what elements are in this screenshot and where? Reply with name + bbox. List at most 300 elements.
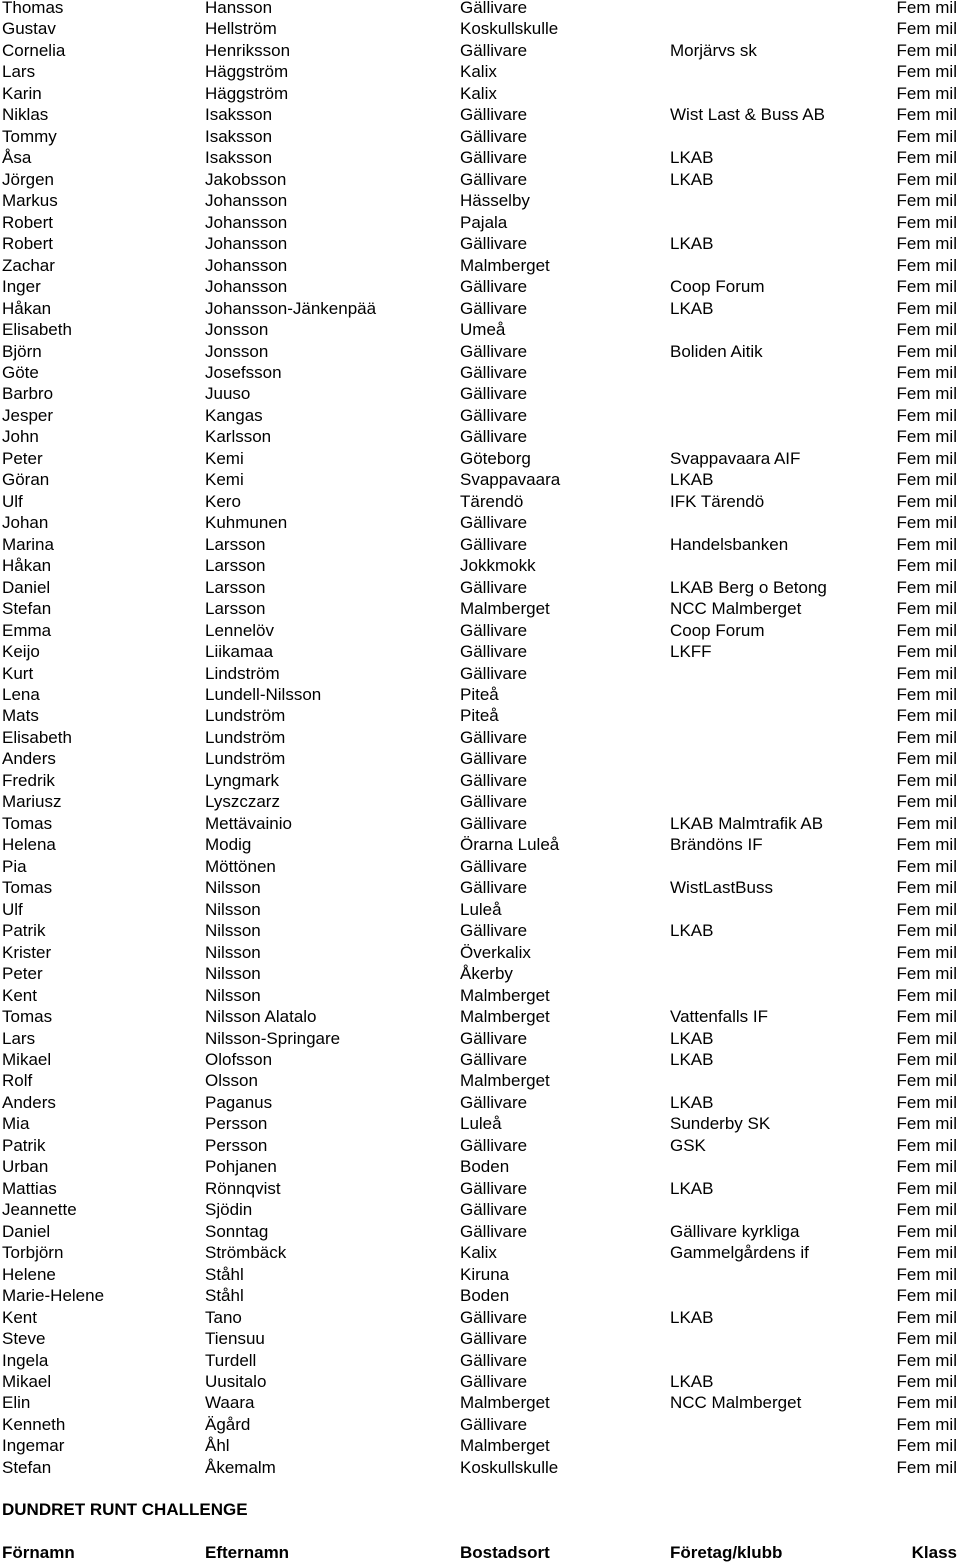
cell-last-name: Juuso — [205, 384, 251, 404]
cell-first-name: Tomas — [2, 1007, 53, 1027]
cell-company-club: Boliden Aitik — [670, 341, 763, 361]
cell-class: Fem mil — [896, 212, 957, 232]
cell-hometown: Gällivare — [460, 513, 528, 533]
cell-first-name: Barbro — [2, 384, 54, 404]
cell-last-name: Hansson — [205, 0, 273, 17]
cell-hometown: Gällivare — [460, 577, 528, 597]
cell-last-name: Nilsson — [205, 964, 261, 984]
cell-first-name: Kent — [2, 985, 37, 1005]
cell-hometown: Gällivare — [460, 1092, 528, 1112]
cell-last-name: Lundström — [205, 749, 286, 769]
table-row — [0, 150, 960, 171]
table-row — [0, 448, 960, 472]
cell-last-name: Waara — [205, 1393, 255, 1413]
column-header-row — [0, 1545, 960, 1563]
cell-class: Fem mil — [896, 534, 957, 554]
cell-class: Fem mil — [896, 405, 957, 425]
cell-first-name: Torbjörn — [2, 1243, 64, 1263]
table-row — [0, 1264, 960, 1288]
cell-hometown: Kalix — [460, 62, 497, 82]
cell-class: Fem mil — [896, 491, 957, 511]
cell-class: Fem mil — [896, 191, 957, 211]
cell-last-name: Johansson — [205, 255, 288, 275]
cell-class: Fem mil — [896, 921, 957, 941]
cell-hometown: Gällivare — [460, 234, 528, 254]
cell-last-name: Jonsson — [205, 320, 269, 340]
cell-last-name: Johansson — [205, 234, 288, 254]
cell-last-name: Larsson — [205, 556, 266, 576]
cell-hometown: Överkalix — [460, 942, 531, 962]
cell-hometown: Gällivare — [460, 1221, 528, 1241]
cell-company-club: LKAB — [670, 169, 714, 189]
cell-last-name: Kangas — [205, 405, 263, 425]
cell-last-name: Jonsson — [205, 341, 269, 361]
table-row — [0, 83, 960, 107]
cell-first-name: Mikael — [2, 1372, 52, 1391]
cell-company-club: LKAB — [670, 234, 714, 254]
cell-hometown: Gällivare — [460, 878, 528, 898]
cell-company-club: LKAB Berg o Betong — [670, 577, 827, 597]
table-row — [0, 362, 960, 386]
table-row — [0, 279, 960, 300]
cell-last-name: Nilsson — [205, 985, 261, 1005]
cell-last-name: Larsson — [205, 599, 266, 619]
cell-class: Fem mil — [896, 1457, 957, 1477]
cell-first-name: Krister — [2, 942, 52, 962]
cell-class: Fem mil — [896, 470, 957, 490]
cell-class: Fem mil — [896, 685, 957, 704]
table-row — [0, 577, 960, 601]
cell-hometown: Gällivare — [460, 1178, 528, 1198]
cell-first-name: Lena — [2, 685, 40, 704]
table-row — [0, 64, 960, 85]
table-row — [0, 985, 960, 1009]
cell-class: Fem mil — [896, 1243, 957, 1263]
table-row — [0, 1395, 960, 1416]
cell-class: Fem mil — [896, 749, 957, 769]
section-title: DUNDRET RUNT CHALLENGE — [2, 1500, 248, 1519]
cell-first-name: Tommy — [2, 126, 57, 146]
cell-first-name: Tomas — [2, 878, 53, 898]
table-row — [0, 1414, 960, 1438]
cell-class: Fem mil — [896, 1286, 957, 1306]
cell-first-name: Kenneth — [2, 1414, 66, 1434]
cell-first-name: Jesper — [2, 405, 54, 425]
cell-last-name: Olsson — [205, 1071, 258, 1091]
table-row — [0, 923, 960, 944]
cell-hometown: Gällivare — [460, 126, 528, 146]
cell-class: Fem mil — [896, 1049, 957, 1069]
cell-first-name: Mattias — [2, 1178, 57, 1198]
cell-class: Fem mil — [896, 620, 957, 640]
cell-hometown: Gällivare — [460, 663, 528, 683]
cell-hometown: Piteå — [460, 685, 499, 704]
cell-class: Fem mil — [896, 427, 957, 447]
cell-first-name: Stefan — [2, 599, 52, 619]
table-row — [0, 620, 960, 644]
cell-first-name: Anders — [2, 1092, 56, 1112]
cell-company-club: LKAB — [670, 1372, 714, 1391]
cell-first-name: Urban — [2, 1157, 49, 1177]
cell-class: Fem mil — [896, 1157, 957, 1177]
table-row — [0, 534, 960, 558]
cell-last-name: Karlsson — [205, 427, 272, 447]
cell-last-name: Ståhl — [205, 1264, 244, 1284]
cell-first-name: Robert — [2, 234, 54, 254]
cell-class: Fem mil — [896, 964, 957, 984]
cell-hometown: Malmberget — [460, 1007, 550, 1027]
table-row — [0, 942, 960, 966]
table-row — [0, 1049, 960, 1073]
cell-hometown: Gällivare — [460, 620, 528, 640]
cell-company-club: Handelsbanken — [670, 534, 789, 554]
cell-first-name: Peter — [2, 964, 43, 984]
cell-first-name: Marina — [2, 534, 54, 554]
cell-class: Fem mil — [896, 577, 957, 597]
table-row — [0, 1092, 960, 1116]
cell-class: Fem mil — [896, 126, 957, 146]
cell-first-name: Tomas — [2, 813, 53, 833]
cell-class: Fem mil — [896, 513, 957, 533]
cell-first-name: Göran — [2, 470, 50, 490]
cell-company-club: LKAB — [670, 1092, 714, 1112]
cell-hometown: Koskullskulle — [460, 1457, 559, 1477]
cell-class: Fem mil — [896, 1071, 957, 1091]
table-row — [0, 899, 960, 923]
cell-class: Fem mil — [896, 942, 957, 962]
cell-last-name: Persson — [205, 1114, 268, 1134]
cell-company-club: LKAB — [670, 148, 714, 168]
cell-company-club: NCC Malmberget — [670, 599, 802, 619]
cell-last-name: Nilsson Alatalo — [205, 1007, 317, 1027]
cell-class: Fem mil — [896, 1350, 957, 1370]
cell-hometown: Gällivare — [460, 362, 528, 382]
cell-first-name: Håkan — [2, 298, 52, 318]
cell-class: Fem mil — [896, 1221, 957, 1241]
cell-first-name: Cornelia — [2, 40, 66, 60]
table-row — [0, 298, 960, 322]
cell-hometown: Gällivare — [460, 341, 528, 361]
cell-class: Fem mil — [896, 1414, 957, 1434]
cell-hometown: Luleå — [460, 1114, 502, 1134]
cell-last-name: Paganus — [205, 1092, 273, 1112]
cell-first-name: Keijo — [2, 642, 40, 662]
cell-class: Fem mil — [896, 856, 957, 876]
cell-hometown: Gällivare — [460, 770, 528, 790]
cell-company-club: LKAB — [670, 470, 714, 490]
cell-company-club: Coop Forum — [670, 277, 765, 297]
cell-first-name: Jörgen — [2, 169, 54, 189]
cell-class: Fem mil — [896, 105, 957, 125]
cell-last-name: Ståhl — [205, 1286, 244, 1306]
cell-last-name: Häggström — [205, 62, 289, 82]
cell-last-name: Sonntag — [205, 1221, 269, 1241]
header-company-club: Företag/klubb — [670, 1543, 783, 1562]
cell-company-club: Morjärvs sk — [670, 40, 757, 60]
table-row — [0, 386, 960, 407]
cell-company-club: LKAB Malmtrafik AB — [670, 813, 824, 833]
table-row — [0, 126, 960, 150]
cell-hometown: Gällivare — [460, 813, 528, 833]
cell-last-name: Lundström — [205, 706, 286, 726]
cell-company-club: NCC Malmberget — [670, 1393, 802, 1413]
table-row — [0, 107, 960, 128]
table-row — [0, 21, 960, 42]
cell-first-name: Gustav — [2, 19, 56, 39]
cell-class: Fem mil — [896, 878, 957, 898]
cell-hometown: Gällivare — [460, 169, 528, 189]
cell-first-name: Peter — [2, 448, 43, 468]
cell-class: Fem mil — [896, 1092, 957, 1112]
table-row — [0, 1457, 960, 1481]
cell-hometown: Kiruna — [460, 1264, 510, 1284]
cell-hometown: Gällivare — [460, 1350, 528, 1370]
cell-last-name: Turdell — [205, 1350, 257, 1370]
cell-class: Fem mil — [896, 1178, 957, 1198]
cell-last-name: Mettävainio — [205, 813, 292, 833]
table-row — [0, 966, 960, 987]
cell-first-name: Elin — [2, 1393, 31, 1413]
cell-last-name: Pohjanen — [205, 1157, 277, 1177]
table-row — [0, 837, 960, 858]
cell-hometown: Tärendö — [460, 491, 524, 511]
header-first-name: Förnamn — [2, 1543, 75, 1562]
cell-last-name: Åhl — [205, 1436, 230, 1456]
cell-hometown: Gällivare — [460, 40, 528, 60]
cell-class: Fem mil — [896, 83, 957, 103]
cell-hometown: Gällivare — [460, 1414, 528, 1434]
cell-class: Fem mil — [896, 40, 957, 60]
cell-last-name: Johansson — [205, 277, 288, 297]
cell-company-club: LKAB — [670, 1028, 714, 1048]
cell-first-name: Markus — [2, 191, 58, 211]
cell-first-name: Stefan — [2, 1457, 52, 1477]
cell-class: Fem mil — [896, 169, 957, 189]
cell-class: Fem mil — [896, 770, 957, 790]
cell-hometown: Piteå — [460, 706, 499, 726]
cell-hometown: Malmberget — [460, 1436, 550, 1456]
cell-hometown: Malmberget — [460, 255, 550, 275]
cell-last-name: Larsson — [205, 577, 266, 597]
cell-first-name: Kent — [2, 1307, 37, 1327]
cell-first-name: Steve — [2, 1329, 46, 1349]
table-row — [0, 880, 960, 901]
cell-class: Fem mil — [896, 985, 957, 1005]
cell-last-name: Kero — [205, 491, 241, 511]
cell-class: Fem mil — [896, 792, 957, 812]
table-row — [0, 1350, 960, 1374]
cell-class: Fem mil — [896, 0, 957, 17]
table-row — [0, 601, 960, 622]
cell-last-name: Häggström — [205, 83, 289, 103]
cell-first-name: Thomas — [2, 0, 64, 17]
cell-company-club: IFK Tärendö — [670, 491, 765, 511]
cell-class: Fem mil — [896, 1028, 957, 1048]
cell-company-club: Brändöns IF — [670, 835, 763, 855]
cell-first-name: Lars — [2, 62, 36, 82]
cell-last-name: Lundström — [205, 727, 286, 747]
table-row — [0, 169, 960, 193]
cell-last-name: Ägård — [205, 1414, 251, 1434]
cell-hometown: Gällivare — [460, 749, 528, 769]
table-row — [0, 663, 960, 687]
cell-first-name: Kurt — [2, 663, 34, 683]
cell-last-name: Strömbäck — [205, 1243, 287, 1263]
cell-last-name: Jakobsson — [205, 169, 287, 189]
cell-first-name: Daniel — [2, 1221, 51, 1241]
cell-first-name: Daniel — [2, 577, 51, 597]
table-row — [0, 1073, 960, 1094]
header-class: Klass — [911, 1543, 957, 1562]
cell-first-name: Ingemar — [2, 1436, 65, 1456]
cell-last-name: Olofsson — [205, 1049, 273, 1069]
cell-last-name: Lyngmark — [205, 770, 280, 790]
cell-last-name: Josefsson — [205, 362, 282, 382]
cell-class: Fem mil — [896, 1393, 957, 1413]
cell-hometown: Gällivare — [460, 148, 528, 168]
cell-hometown: Åkerby — [460, 964, 513, 984]
cell-class: Fem mil — [896, 1135, 957, 1155]
cell-last-name: Isaksson — [205, 148, 273, 168]
cell-last-name: Kemi — [205, 470, 244, 490]
header-hometown: Bostadsort — [460, 1543, 550, 1562]
cell-hometown: Malmberget — [460, 599, 550, 619]
cell-company-club: LKAB — [670, 1178, 714, 1198]
table-row — [0, 405, 960, 429]
table-row — [0, 1221, 960, 1245]
cell-hometown: Gällivare — [460, 405, 528, 425]
cell-class: Fem mil — [896, 234, 957, 254]
table-row — [0, 341, 960, 365]
cell-last-name: Persson — [205, 1135, 268, 1155]
cell-first-name: Elisabeth — [2, 320, 72, 340]
cell-first-name: Jeannette — [2, 1200, 77, 1220]
cell-hometown: Gällivare — [460, 1028, 528, 1048]
cell-company-club: Vattenfalls IF — [670, 1007, 768, 1027]
cell-class: Fem mil — [896, 663, 957, 683]
cell-class: Fem mil — [896, 1307, 957, 1327]
cell-first-name: Mats — [2, 706, 39, 726]
table-row — [0, 0, 960, 21]
cell-hometown: Gällivare — [460, 298, 528, 318]
cell-last-name: Modig — [205, 835, 252, 855]
cell-hometown: Koskullskulle — [460, 19, 559, 39]
table-row — [0, 751, 960, 772]
cell-first-name: Niklas — [2, 105, 49, 125]
cell-hometown: Gällivare — [460, 1307, 528, 1327]
cell-last-name: Kuhmunen — [205, 513, 288, 533]
table-row — [0, 1028, 960, 1052]
cell-hometown: Malmberget — [460, 1393, 550, 1413]
cell-first-name: Elisabeth — [2, 727, 72, 747]
cell-hometown: Gällivare — [460, 0, 528, 17]
table-row — [0, 708, 960, 729]
cell-last-name: Lyszczarz — [205, 792, 280, 812]
cell-hometown: Gällivare — [460, 105, 528, 125]
cell-last-name: Möttönen — [205, 856, 276, 876]
cell-first-name: Helena — [2, 835, 56, 855]
cell-hometown: Gällivare — [460, 921, 528, 941]
cell-class: Fem mil — [896, 277, 957, 297]
cell-first-name: Helene — [2, 1264, 56, 1284]
cell-class: Fem mil — [896, 727, 957, 747]
table-row — [0, 856, 960, 880]
cell-last-name: Johansson — [205, 212, 288, 232]
cell-first-name: Robert — [2, 212, 54, 232]
cell-first-name: John — [2, 427, 39, 447]
cell-first-name: Ulf — [2, 899, 23, 919]
table-row — [0, 1178, 960, 1202]
cell-last-name: Nilsson — [205, 878, 261, 898]
table-row — [0, 1116, 960, 1137]
table-row — [0, 794, 960, 815]
table-row — [0, 193, 960, 214]
cell-last-name: Isaksson — [205, 126, 273, 146]
table-row — [0, 727, 960, 751]
table-row — [0, 322, 960, 343]
cell-last-name: Kemi — [205, 448, 244, 468]
cell-first-name: Åsa — [2, 148, 32, 168]
cell-first-name: Zachar — [2, 255, 55, 275]
table-row — [0, 644, 960, 665]
cell-hometown: Gällivare — [460, 1329, 528, 1349]
table-row — [0, 1202, 960, 1223]
cell-hometown: Gällivare — [460, 727, 528, 747]
cell-class: Fem mil — [896, 341, 957, 361]
cell-hometown: Gällivare — [460, 856, 528, 876]
cell-company-club: LKAB — [670, 298, 714, 318]
table-row — [0, 212, 960, 236]
cell-first-name: Patrik — [2, 921, 46, 941]
cell-class: Fem mil — [896, 298, 957, 318]
cell-hometown: Gällivare — [460, 1372, 528, 1391]
cell-first-name: Fredrik — [2, 770, 55, 790]
table-row — [0, 1307, 960, 1331]
cell-class: Fem mil — [896, 706, 957, 726]
cell-last-name: Lindström — [205, 663, 280, 683]
cell-company-club: LKFF — [670, 642, 712, 662]
cell-last-name: Nilsson-Springare — [205, 1028, 341, 1048]
table-row — [0, 236, 960, 257]
cell-first-name: Lars — [2, 1028, 36, 1048]
cell-hometown: Luleå — [460, 899, 502, 919]
table-row — [0, 687, 960, 708]
cell-class: Fem mil — [896, 62, 957, 82]
cell-company-club: Gällivare kyrkliga — [670, 1221, 800, 1241]
cell-hometown: Hässelby — [460, 191, 530, 211]
cell-last-name: Lundell-Nilsson — [205, 685, 322, 704]
table-row — [0, 1159, 960, 1180]
cell-company-club: LKAB — [670, 1307, 714, 1327]
cell-first-name: Mariusz — [2, 792, 62, 812]
cell-last-name: Nilsson — [205, 921, 261, 941]
cell-class: Fem mil — [896, 1372, 957, 1391]
cell-first-name: Karin — [2, 83, 42, 103]
table-row — [0, 1288, 960, 1309]
cell-company-club: LKAB — [670, 921, 714, 941]
cell-first-name: Johan — [2, 513, 49, 533]
cell-class: Fem mil — [896, 813, 957, 833]
cell-first-name: Anders — [2, 749, 56, 769]
cell-class: Fem mil — [896, 255, 957, 275]
cell-first-name: Mia — [2, 1114, 30, 1134]
cell-class: Fem mil — [896, 1264, 957, 1284]
cell-first-name: Rolf — [2, 1071, 33, 1091]
cell-hometown: Gällivare — [460, 277, 528, 297]
cell-first-name: Mikael — [2, 1049, 52, 1069]
cell-hometown: Svappavaara — [460, 470, 561, 490]
cell-class: Fem mil — [896, 19, 957, 39]
